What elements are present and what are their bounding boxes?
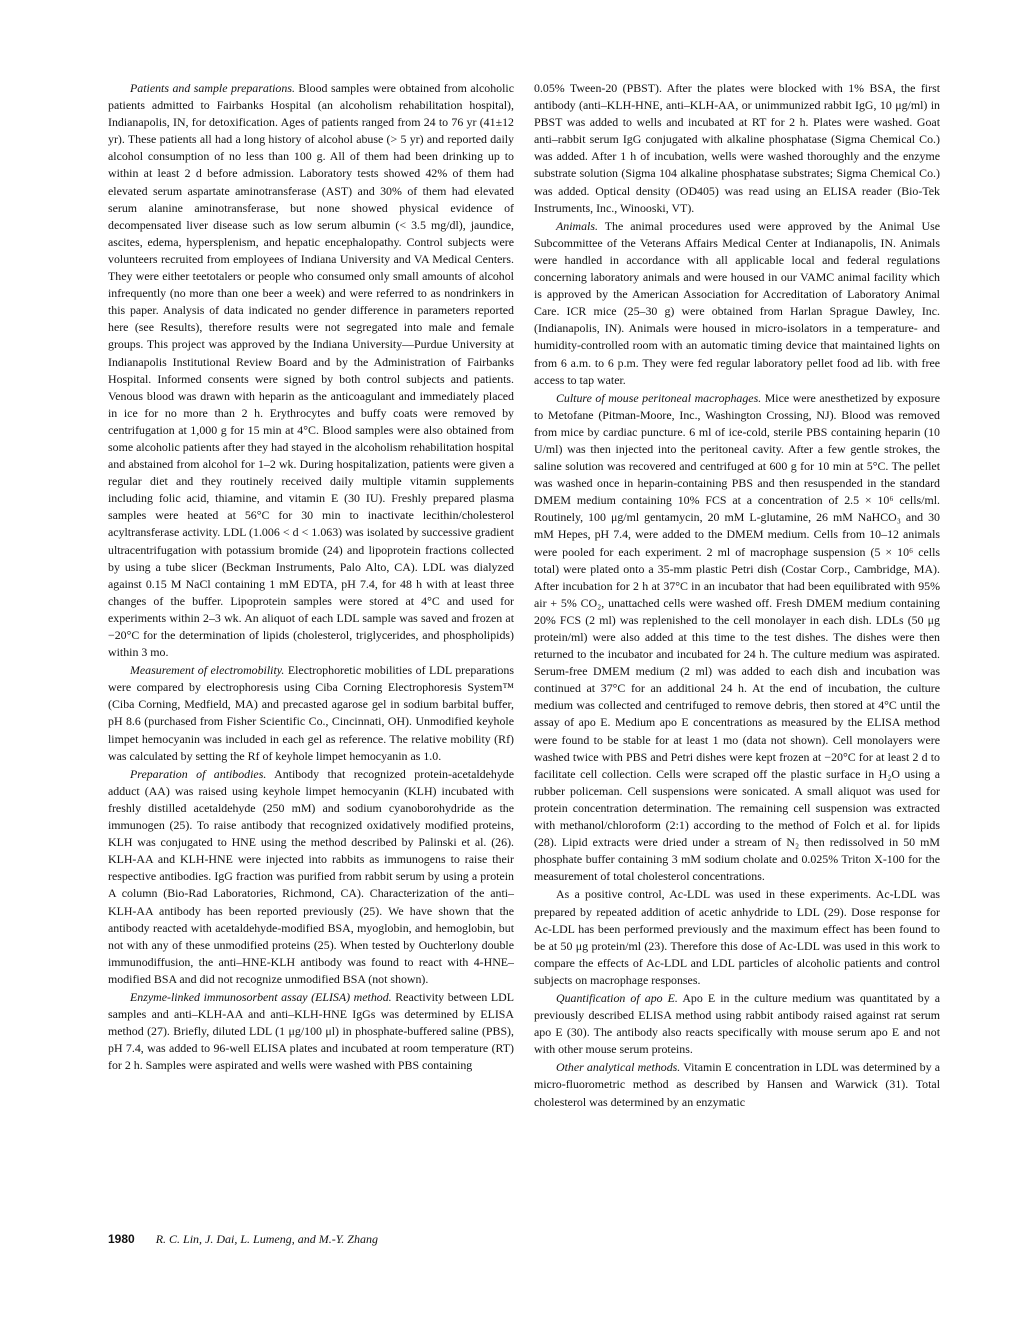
paragraph-text: Blood samples were obtained from alcoholic patients admitted to Fairbanks Hospital (an alcoholism rehabilitation hospital), Indianapolis, IN, for detoxification. Ages of patients ranged from 24 to 76 yr (41±12 yr). These patients all had a long history of alcohol abuse (> 5 yr) and reported daily alcohol consumption of no less than 100 g. All of them had been drinking up to within at least 2 d before admission. Laboratory tests showed 42% of them had elevated serum aspartate aminotransferase (AST) and 30% of them had elevated serum alanine aminotransferase, but none showed physical evidence of decompensated liver disease such as low serum albumin (< 3.5 mg/dl), jaundice, ascites, edema, hypersplenism, and hepatic encephalopathy. Control subjects were volunteers recruited from employees of Indiana University and VA Medical Centers. They were either teetotalers or people who consumed only small amounts of alcohol infrequently (no more than one beer a week) and were referred to as nondrinkers in this paper. Analysis of data indicated no gender difference in parameters reported here (see Results), therefore results were not segregated into male and female groups. This project was approved by the Indiana University—Purdue University at Indianapolis Institutional Review Board and by the Administration of Fairbanks Hospital. Informed consents were signed by both control subjects and patients. Venous blood was drawn with heparin as the anticoagulant and immediately placed in ice for no more than 2 h. Erythrocytes and buffy coats were removed by centrifugation at 1,000 g for 15 min at 4°C. Blood samples were also obtained from some alcoholic patients after they had stayed in the alcoholism rehabilitation hospital and abstained from alcohol for 1–2 wk. During hospitalization, patients were given a regular diet and they routinely received daily multiple vitamin supplements including folic acid, thiamine, and vitamin E (30 IU). Freshly prepared plasma samples were heated at 56°C for 30 min to inactivate lecithin/cholesterol acyltransferase activity. LDL (1.006 < d < 1.063) was isolated by successive gradient ultracentrifugation with potassium bromide (24) and lipoprotein fractions collected by using a tube slicer (Beckman Instruments, Palo Alto, CA). LDL was dialyzed against 0.15 M NaCl containing 1 mM EDTA, pH 7.4, for 48 h with at least three changes of the buffer. Lipoprotein samples were stored at 4°C and used for experiments within 2–3 wk. An aliquot of each LDL sample was saved and frozen at −20°C for the determination of lipids (cholesterol, triglycerides, and phospholipids) within 3 mo. — [108, 81, 514, 660]
section-heading: Enzyme-linked immunosorbent assay (ELISA) method. — [130, 989, 392, 1004]
section-heading: Preparation of antibodies. — [130, 766, 267, 781]
paragraph-animals — [534, 218, 940, 389]
paragraph-text: As a positive control, Ac-LDL was used in these experiments. Ac-LDL was prepared by repeated addition of acetic anhydride to LDL (29). Dose response for Ac-LDL has been performed previously and the maximum effect has been found to be at 50 μg protein/ml (23). Therefore this dose of Ac-LDL was used in this work to compare the effects of Ac-LDL and LDL particles of alcoholic patients and control subjects on macrophage responses. — [534, 887, 940, 987]
paragraph-text: Electrophoretic mobilities of LDL preparations were compared by electrophoresis using Ciba Corning Electrophoresis System™ (Ciba Corning, Medfield, MA) and precasted agarose gel in sodium barbital buffer, pH 8.6 (purchased from Fisher Scientific Co., Cincinnati, OH). Unmodified keyhole limpet hemocyanin was included in each gel as reference. The relative mobility (Rf) was calculated by setting the Rf of keyhole limpet hemocyanin as 1.0. — [108, 663, 514, 763]
section-heading: Animals. — [556, 218, 598, 233]
page-footer — [108, 1232, 378, 1247]
paragraph-macrophages — [534, 390, 940, 886]
paragraph-patients — [108, 80, 514, 661]
paragraph-text: Apo E in the culture medium was quantitated by a previously described ELISA method using rabbit antibody raised against rat serum apo E (30). The antibody also reacts specifically with mouse serum apo E and not with other mouse serum proteins. — [534, 990, 940, 1057]
page-number: 1980 — [108, 1232, 135, 1246]
paragraph-text: Antibody that recognized protein-acetaldehyde adduct (AA) was raised using keyhole limpet hemocyanin (KLH) incubated with freshly distilled acetaldehyde (250 mM) and sodium cyanoborohydride as the immunogen (25). To raise antibody that recognized oxidatively modified proteins, KLH was conjugated to HNE using the method described by Palinski et al. (26). KLH-AA and KLH-HNE were injected into rabbits as immunogens to raise their respective antibodies. IgG fraction was purified from rabbit serum by using a protein A column (Bio-Rad Laboratories, Richmond, CA). Characterization of the anti–KLH-AA antibody has been reported previously (25). We have shown that the antibody reacted with acetaldehyde-modified BSA, myoglobin, and hemoglobin, but not with any of these unmodified proteins (25). When tested by Ouchterlony double immunodiffusion, the anti–HNE-KLH antibody was found to react with 4-HNE–modified BSA and did not recognize unmodified BSA (not shown). — [108, 766, 514, 986]
paragraph-text: Reactivity between LDL samples and anti–KLH-AA and anti–KLH-HNE IgGs was determined by ELISA method (27). Briefly, diluted LDL (1 μg/100 μl) in phosphate-buffered saline (PBS), pH 7.4, was added to 96-well ELISA plates and incubated at room temperature (RT) for 2 h. Samples were aspirated and wells were washed with PBS containing — [108, 989, 515, 1073]
right-column — [534, 80, 940, 1111]
paragraph-apoe — [534, 990, 940, 1058]
paragraph-electromobility — [108, 662, 514, 765]
paragraph-other-methods — [534, 1059, 940, 1110]
paragraph-text: 0.05% Tween-20 (PBST). After the plates were blocked with 1% BSA, the first antibody (anti–KLH-HNE, anti–KLH-AA, or unimmunized rabbit IgG, 10 μg/ml) in PBST was added to wells and incubated at RT for 2 h. Plates were washed. Goat anti–rabbit serum IgG conjugated with alkaline phosphatase (Sigma Chemical Co.) was added. After 1 h of incubation, wells were washed thoroughly and the enzyme substrate solution (Sigma 104 alkaline phosphatase substrates; Sigma Chemical Co.) was added. Optical density (OD405) was read using an ELISA reader (Bio-Tek Instruments, Inc., Winooski, VT). — [534, 81, 940, 215]
paragraph-elisa-continued — [534, 80, 940, 217]
paragraph-elisa — [108, 989, 514, 1074]
paragraph-antibodies — [108, 766, 514, 988]
section-heading: Quantification of apo E. — [556, 990, 678, 1005]
section-heading: Other analytical methods. — [556, 1060, 681, 1075]
left-column — [108, 80, 514, 1074]
paragraph-text: The animal procedures used were approved by the Animal Use Subcommittee of the Veterans Affairs Medical Center at Indianapolis, IN. Animals were handled in accordance with all applicable local and federal regulations concerning laboratory animals and were housed in our VAMC animal facility which is approved by the American Association for Accreditation of Laboratory Animal Care. ICR mice (25–30 g) were obtained from Harlan Sprague Dawley, Inc. (Indianapolis, IN). Animals were housed in micro-isolators in a temperature- and humidity-controlled room with an automatic timing device that maintained lights on from 6 a.m. to 6 p.m. They were fed regular laboratory pellet food ad lib. with free access to tap water. — [534, 218, 940, 387]
section-heading: Measurement of electromobility. — [130, 663, 285, 678]
section-heading: Patients and sample preparations. — [130, 81, 295, 95]
running-authors: R. C. Lin, J. Dai, L. Lumeng, and M.-Y. Zhang — [155, 1232, 378, 1246]
paragraph-text: Mice were anesthetized by exposure to Metofane (Pitman-Moore, Inc., Washington Crossing, NJ). Blood was removed from mice by cardiac puncture. 6 ml of ice-cold, sterile PBS containing heparin (10 U/ml) was then injected into the peritoneal cavity. After a few gentle strokes, the saline solution was recovered and centrifuged at 600 g for 10 min at 5°C. The pellet was washed once in heparin-containing PBS and then resuspended in the standard DMEM medium containing 10% FCS at a concentration of 2.5 × 10⁶ cells/ml. Routinely, 100 μg/ml gentamycin, 20 mM L-glutamine, 26 mM NaHCO₃ and 30 mM Hepes, pH 7.4, were added to the DMEM medium. Cells from 10–12 animals were pooled for each experiment. 2 ml of macrophage suspension (5 × 10⁶ cells total) were plated onto a 35-mm plastic Petri dish (Costar Corp., Cambridge, MA). After incubation for 2 h at 37°C in an incubator that had been equilibrated with 95% air + 5% CO₂, unattached cells were washed off. Fresh DMEM medium containing 20% FCS (2 ml) was replenished to the cell monolayer in each dish. LDLs (50 μg protein/ml) were also added at this time to the test dishes. The dishes were then returned to the incubator and incubated for 24 h. The culture medium was aspirated. Serum-free DMEM medium (2 ml) was added to each dish and incubation was continued at 37°C for an additional 24 h. At the end of incubation, the culture medium was collected and centrifuged to remove debris, then stored at 4°C until the assay of apo E. Medium apo E concentrations as measured by the ELISA method were found to be stable for at least 1 mo (data not shown). Cell monolayers were washed twice with PBS and Petri dishes were kept frozen at −20°C for at least 2 d to facilitate cell collection. Cells were scraped off the plastic surface in H₂O using a rubber policeman. Cell suspensions were sonicated. A small aliquot was used for protein concentration determination. The remaining cell suspension was extracted with methanol/chloroform (2:1) according to the method of Folch et al. for lipids (28). Lipid extracts were dried under a stream of N₂ then redissolved in 50 mM phosphate buffer containing 3 mM sodium cholate and 0.025% Triton X-100 for the measurement of total cholesterol concentrations. — [534, 390, 940, 884]
section-heading: Culture of mouse peritoneal macrophages. — [556, 390, 762, 405]
paragraph-positive-control — [534, 886, 940, 989]
paragraph-text: Vitamin E concentration in LDL was determined by a micro-fluorometric method as described by Hansen and Warwick (31). Total cholesterol was determined by an enzymatic — [534, 1060, 940, 1109]
